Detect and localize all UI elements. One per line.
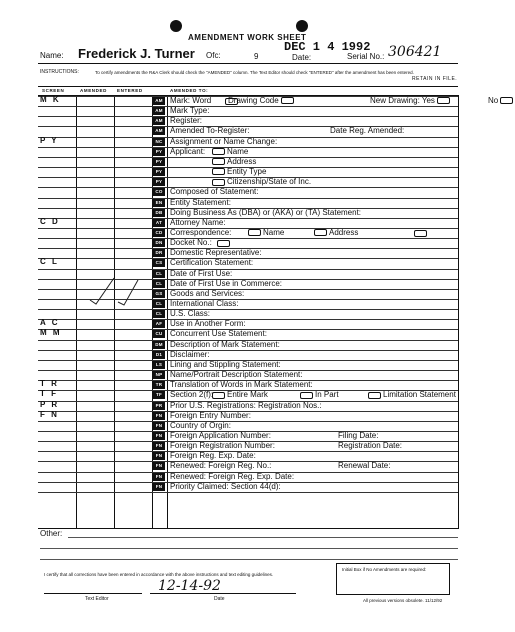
row-label: Domestic Representative:	[170, 248, 262, 258]
section-code: M K	[40, 95, 61, 104]
screen-code: AF	[153, 320, 165, 328]
row-option: No	[488, 96, 515, 106]
ofc-label: Ofc:	[206, 51, 221, 60]
row-option: Citizenship/State of Inc.	[210, 177, 311, 187]
table-row	[38, 269, 458, 270]
screen-code: CU	[153, 330, 165, 338]
row-label: Translation of Words in Mark Statement:	[170, 380, 313, 390]
no-amendments-label: Initial Box if No Amendments are required:	[342, 567, 427, 572]
other-line	[40, 559, 458, 560]
checkbox[interactable]	[281, 97, 294, 104]
row-label: Applicant:	[170, 146, 206, 156]
row-label: Renewed: Foreign Reg. Exp. Date:	[170, 471, 295, 481]
row-label: Date of First Use in Commerce:	[170, 278, 283, 288]
name-value[interactable]: Frederick J. Turner	[78, 46, 195, 61]
checkbox[interactable]	[212, 179, 225, 186]
other-line	[68, 537, 458, 538]
checkbox[interactable]	[300, 392, 313, 399]
screen-code: PR	[153, 402, 165, 410]
row-option: Drawing Code	[228, 96, 296, 106]
other-label: Other:	[40, 529, 63, 538]
table-row	[38, 350, 458, 351]
screen-code: NP	[153, 371, 165, 379]
punch-hole-right	[296, 20, 308, 32]
row-label: Register:	[170, 116, 203, 126]
row-label: Amended To-Register:	[170, 126, 250, 136]
checkbox[interactable]	[414, 230, 427, 237]
ofc-value[interactable]: 9	[254, 52, 259, 61]
checkbox[interactable]	[368, 392, 381, 399]
row-label: Doing Business As (DBA) or (AKA) or (TA) Statement:	[170, 207, 362, 217]
text-editor-label: Text Editor	[85, 596, 109, 602]
screen-code: DM	[153, 341, 165, 349]
screen-code: NC	[153, 138, 165, 146]
row-label: Description of Mark Statement:	[170, 339, 280, 349]
section-code: F N	[40, 409, 59, 419]
row-label: Priority Claimed: Section 44(d):	[170, 481, 281, 491]
screen-code: PY	[153, 178, 165, 186]
screen-code: GS	[153, 290, 165, 298]
screen-code: CL	[153, 280, 165, 288]
screen-code: CL	[153, 300, 165, 308]
screen-code: LS	[153, 361, 165, 369]
amendment-grid	[38, 95, 499, 529]
serial-value[interactable]: 306421	[388, 44, 442, 60]
row-label: U.S. Class:	[170, 309, 211, 319]
row-label: Correspondence:	[170, 227, 232, 237]
table-row	[38, 238, 458, 239]
row-label: Renewed: Foreign Reg. No.:	[170, 461, 272, 471]
row-label: Foreign Entry Number:	[170, 410, 251, 420]
row-label: Lining and Stippling Statement:	[170, 359, 281, 369]
row-label: Entity Statement:	[170, 197, 231, 207]
date-label: Date:	[292, 53, 312, 62]
table-row	[38, 218, 458, 219]
table-row	[38, 421, 458, 422]
grid-divider	[76, 96, 77, 528]
row-option: Entire Mark	[210, 390, 268, 400]
row-option: Renewal Date:	[338, 461, 391, 471]
row-label: International Class:	[170, 299, 239, 308]
screen-code: CL	[153, 310, 165, 318]
row-option: In Part	[298, 390, 339, 400]
screen-code: CO	[153, 188, 165, 196]
header-rule	[38, 63, 458, 64]
row-option: Address	[210, 157, 256, 167]
row-label: Date of First Use:	[170, 268, 233, 278]
checkbox[interactable]	[217, 240, 230, 247]
row-option: Limitation Statement	[366, 390, 456, 400]
checkmark-icon	[82, 272, 142, 312]
punch-hole-left	[170, 20, 182, 32]
table-row	[38, 116, 458, 117]
section-code: T R	[40, 379, 59, 389]
checkbox[interactable]	[437, 97, 450, 104]
certify-text: I certify that all corrections have been entered in accordance with the above instructions and text editing guidelines.	[44, 572, 274, 577]
instructions-label: INSTRUCTIONS:	[40, 69, 79, 75]
row-option: Entity Type	[210, 167, 266, 177]
screen-code: FN	[153, 432, 165, 440]
screen-code: AM	[153, 107, 165, 115]
form-title: AMENDMENT WORK SHEET	[188, 33, 307, 42]
row-label: Prior U.S. Registrations: Registration Nos.:	[170, 400, 322, 410]
row-option: Name	[210, 147, 248, 157]
section-code: P Y	[40, 135, 59, 145]
screen-code: FN	[153, 452, 165, 460]
row-label: Mark Type:	[170, 106, 210, 116]
row-label: Docket No.:	[170, 238, 212, 248]
versions-note: All previous versions obsolete. 11/12/92	[363, 598, 443, 603]
screen-code: DN	[153, 239, 165, 247]
row-label: Foreign Application Number:	[170, 430, 271, 440]
row-label: Country of Orgin:	[170, 420, 231, 430]
screen-code: TF	[153, 391, 165, 399]
grid-divider	[167, 96, 168, 528]
section-code: C L	[40, 257, 59, 267]
name-label: Name:	[40, 51, 64, 60]
screen-code: D1	[153, 351, 165, 359]
checkbox[interactable]	[248, 229, 261, 236]
table-row	[38, 198, 458, 199]
screen-code: AT	[153, 219, 165, 227]
row-label: Goods and Services:	[170, 288, 245, 298]
col-screen: SCREEN	[42, 88, 65, 93]
col-amended: AMENDED	[80, 88, 107, 93]
row-option: Filing Date:	[338, 430, 379, 440]
screen-code: CS	[153, 259, 165, 267]
row-label: Assignment or Name Change:	[170, 136, 278, 146]
col-amended-to: AMENDED TO:	[170, 88, 209, 93]
row-option: New Drawing: Yes	[370, 96, 452, 106]
screen-code: FN	[153, 483, 165, 491]
row-label: Use in Another Form:	[170, 319, 246, 329]
screen-code: AM	[153, 97, 165, 105]
screen-code: CD	[153, 229, 165, 237]
row-label: Concurrent Use Statement:	[170, 329, 267, 339]
screen-code: FN	[153, 462, 165, 470]
table-row	[38, 319, 458, 320]
row-label: Mark: Word	[170, 96, 212, 105]
section-code: P R	[40, 399, 60, 409]
serial-label: Serial No.:	[347, 52, 385, 61]
checkbox[interactable]	[212, 158, 225, 165]
screen-code: FN	[153, 442, 165, 450]
instructions-text: To certify amendments the R&A Clerk should check the "AMENDED" column. The Text Editor should check "ENTERED" after the amendment has been entered.	[95, 70, 414, 75]
row-label: Disclaimer:	[170, 349, 210, 359]
table-row	[38, 106, 458, 107]
section-code: M M	[40, 328, 62, 338]
row-label: Section 2(f):	[170, 390, 214, 400]
screen-code: EN	[153, 199, 165, 207]
col-entered: ENTERED	[117, 88, 143, 93]
screen-code: PY	[153, 158, 165, 166]
screen-code: FN	[153, 473, 165, 481]
retain-note: RETAIN IN FILE.	[412, 76, 458, 82]
row-label: Composed of Statement:	[170, 187, 259, 197]
row-label: Foreign Reg. Exp. Date:	[170, 451, 256, 461]
date-stamp[interactable]: DEC 1 4 1992	[284, 40, 371, 54]
row-option: Address	[312, 228, 358, 238]
section-code: C D	[40, 216, 60, 226]
other-line	[40, 548, 458, 549]
screen-code: FN	[153, 412, 165, 420]
screen-code: AM	[153, 117, 165, 125]
row-option: Name	[246, 228, 284, 238]
row-label: Name/Portrait Description Statement:	[170, 370, 303, 380]
screen-code: PY	[153, 168, 165, 176]
checkbox[interactable]	[225, 98, 238, 105]
section-code: A C	[40, 318, 60, 328]
row-label: Certification Statement:	[170, 258, 254, 268]
checkbox[interactable]	[500, 97, 513, 104]
date-label: Date	[214, 596, 225, 602]
table-row	[38, 492, 458, 493]
row-option: Registration Date:	[338, 441, 403, 451]
screen-code: DR	[153, 249, 165, 257]
checkbox[interactable]	[314, 229, 327, 236]
screen-code: TR	[153, 381, 165, 389]
screen-code: PY	[153, 148, 165, 156]
date-line[interactable]	[150, 593, 296, 594]
signature-date[interactable]: 12-14-92	[158, 578, 221, 594]
row-label: Foreign Registration Number:	[170, 441, 275, 451]
grid-divider	[114, 96, 115, 528]
checkbox[interactable]	[212, 392, 225, 399]
text-editor-line[interactable]	[44, 593, 142, 594]
section-code: T F	[40, 389, 58, 399]
row-label: Attorney Name:	[170, 217, 226, 227]
checkbox[interactable]	[212, 168, 225, 175]
row-option: Date Reg. Amended:	[330, 126, 405, 136]
checkbox[interactable]	[212, 148, 225, 155]
screen-code: DB	[153, 209, 165, 217]
screen-code: AM	[153, 127, 165, 135]
screen-code: CL	[153, 270, 165, 278]
screen-code: FN	[153, 422, 165, 430]
